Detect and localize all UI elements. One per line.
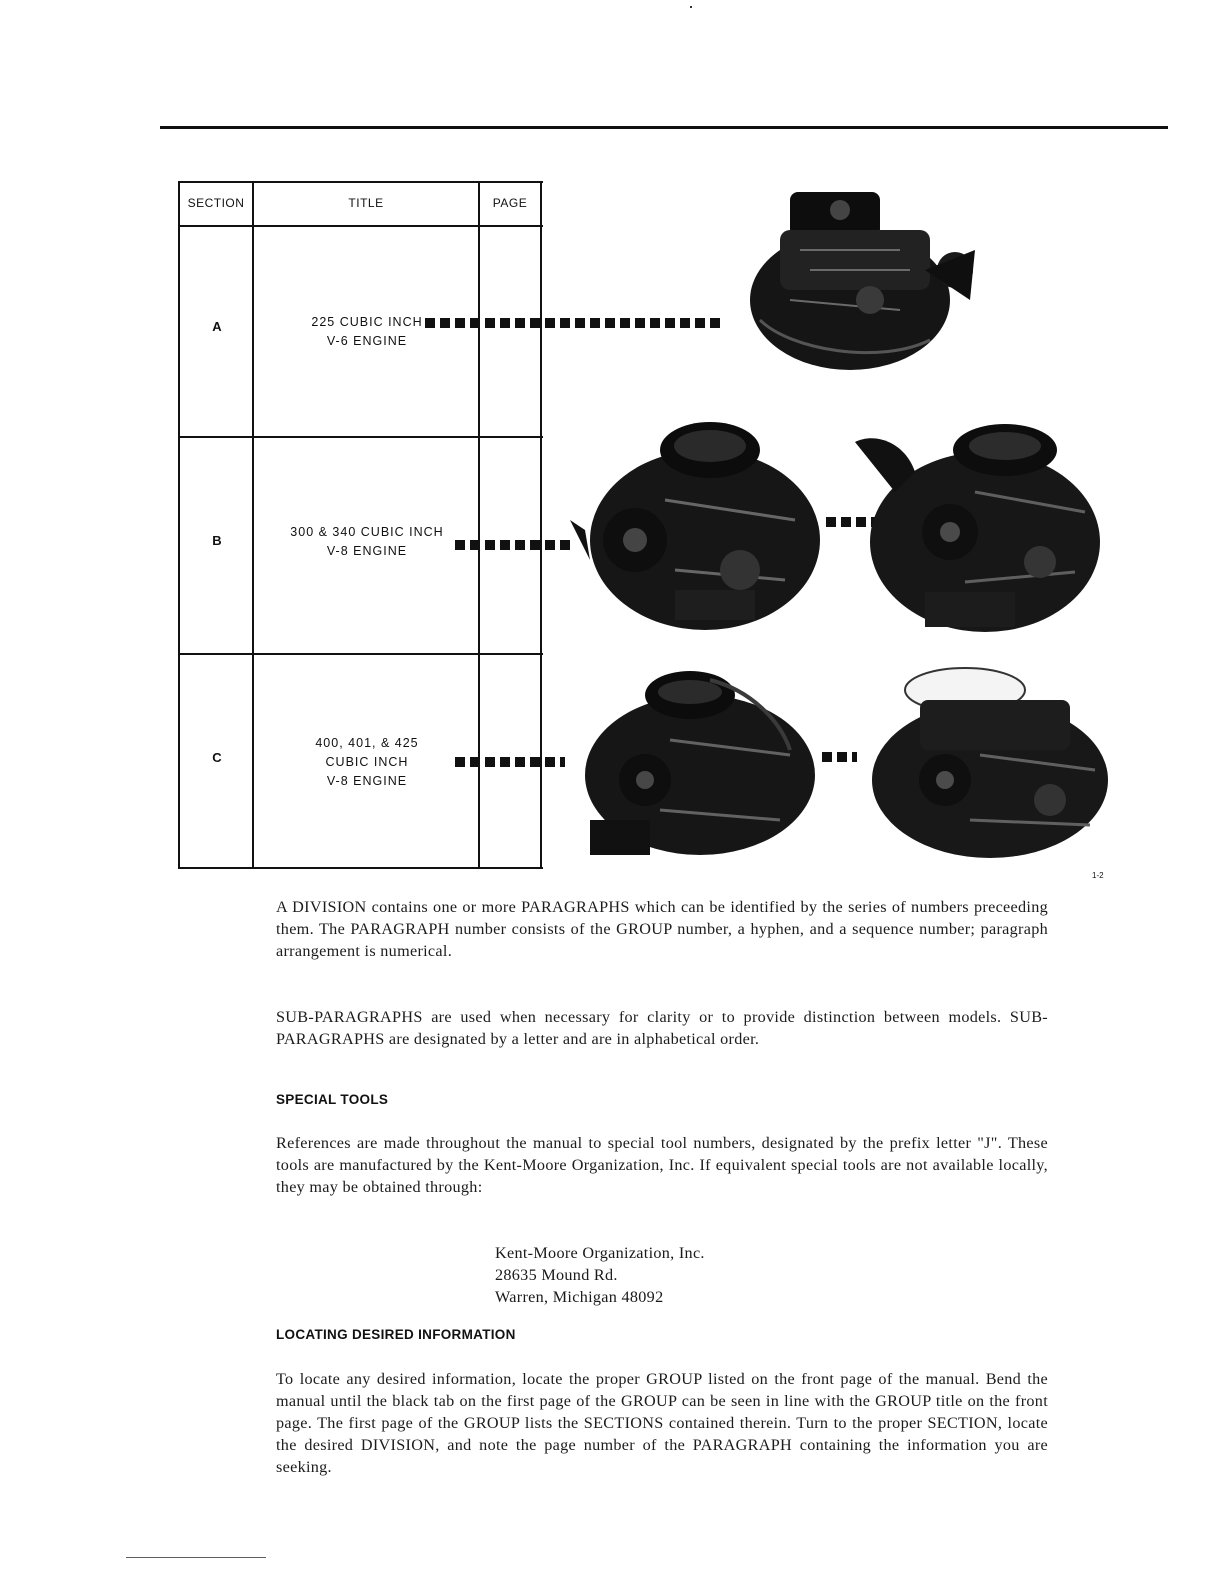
locating-info-paragraph: To locate any desired information, locate the proper GROUP listed on the front page of the manual. Bend the manual until the black tab on the first page of the GROUP can be seen in line with the GROUP title on the front page. The first page of the GROUP lists the SECTIONS contained therein. Turn to the proper SECTION, locate the desired DIVISION, and note the page number of the PARAGRAPH containing the information you are seeking. <box>276 1370 1048 1476</box>
header-page: PAGE <box>492 196 528 210</box>
sub-paragraphs-paragraph: SUB-PARAGRAPHS are used when necessary for clarity or to provide distinction between models. SUB-PARAGRAPHS are designated by a letter and are in alphabetical order. <box>276 1008 1048 1048</box>
section-title-line: 225 CUBIC INCH <box>311 315 423 329</box>
leader-line-b <box>455 540 575 550</box>
section-title-line: 400, 401, & 425 <box>315 736 419 750</box>
v6-engine-image <box>720 180 980 380</box>
v8-400-engine-front-image <box>560 660 830 865</box>
address-line: Kent-Moore Organization, Inc. <box>495 1244 705 1262</box>
section-title <box>254 734 480 791</box>
section-title-line: V-8 ENGINE <box>326 774 408 788</box>
v8-300-engine-rear-image <box>835 412 1110 642</box>
address-line: 28635 Mound Rd. <box>495 1266 618 1284</box>
table-bottom-border <box>178 867 543 869</box>
special-tools-heading: SPECIAL TOOLS <box>276 1092 389 1107</box>
special-tools-paragraph: References are made throughout the manual to special tool numbers, designated by the prefix letter "J". These tools are manufactured by the Kent-Moore Organization, Inc. If equivalent special tools are not available locally, they may be obtained through: <box>276 1134 1048 1196</box>
top-rule <box>160 126 1168 129</box>
print-speck <box>690 6 692 8</box>
kent-moore-address <box>495 1242 705 1308</box>
bottom-rule <box>126 1557 266 1558</box>
section-letter: C <box>212 750 222 765</box>
section-title-line: 300 & 340 CUBIC INCH <box>290 525 444 539</box>
section-title-line: CUBIC INCH <box>325 755 409 769</box>
locating-info-heading: LOCATING DESIRED INFORMATION <box>276 1327 516 1342</box>
header-section: SECTION <box>187 196 245 210</box>
table-row-divider <box>178 436 543 438</box>
v8-300-engine-front-image <box>565 410 835 640</box>
table-top-border <box>178 181 543 183</box>
section-title-line: V-6 ENGINE <box>326 334 408 348</box>
header-title: TITLE <box>348 196 384 210</box>
division-paragraph: A DIVISION contains one or more PARAGRAPHS which can be identified by the series of numbers preceeding them. The PARAGRAPH number consists of the GROUP number, a hyphen, and a sequence number; paragraph arrangement is numerical. <box>276 898 1048 960</box>
address-line: Warren, Michigan 48092 <box>495 1288 664 1306</box>
figure-number: 1-2 <box>1092 871 1104 880</box>
section-letter: A <box>212 319 222 334</box>
table-row-divider <box>178 653 543 655</box>
leader-line-a <box>425 318 725 328</box>
table-header-divider <box>178 225 543 227</box>
v8-400-engine-rear-image <box>850 660 1120 865</box>
section-title-line: V-8 ENGINE <box>326 544 408 558</box>
table-left-border <box>178 181 180 869</box>
section-letter: B <box>212 533 222 548</box>
leader-line-c <box>455 757 565 767</box>
section-title <box>254 523 480 561</box>
